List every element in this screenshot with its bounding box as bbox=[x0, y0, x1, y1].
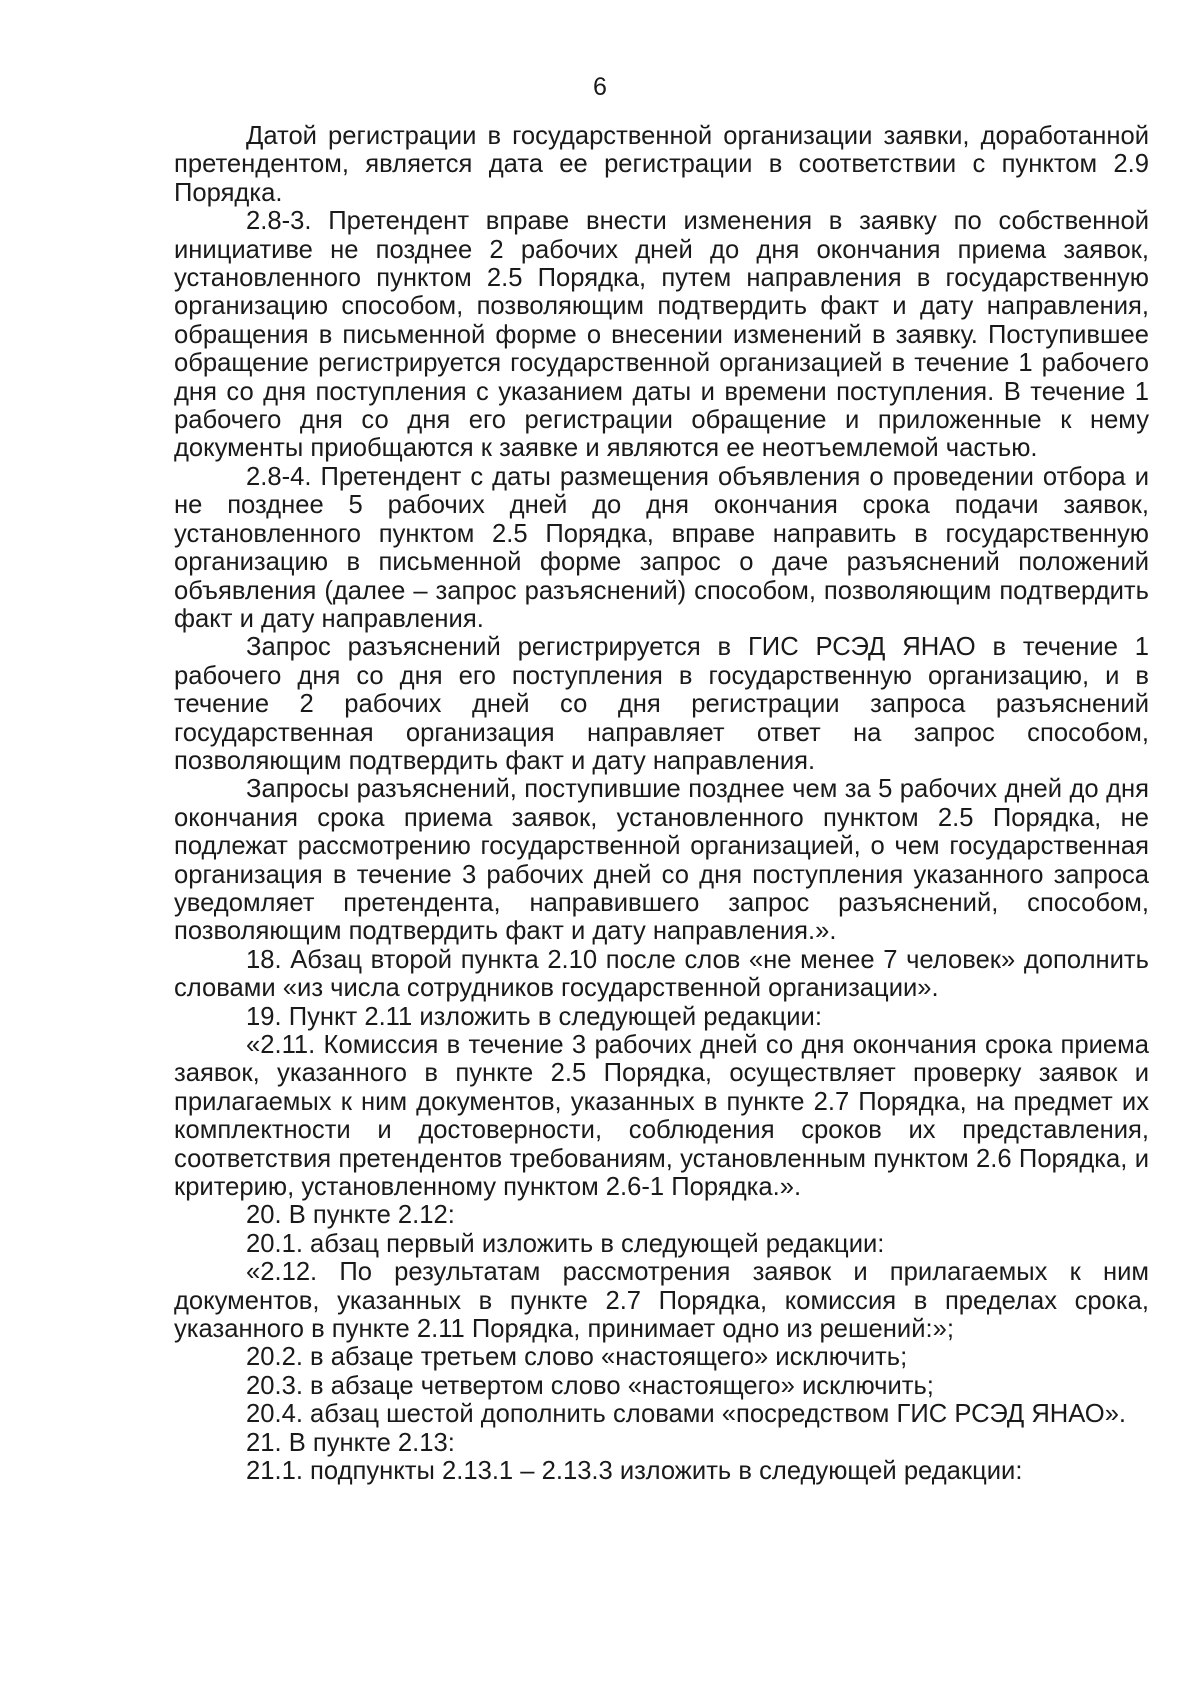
page-number: 6 bbox=[593, 73, 607, 101]
paragraph: 19. Пункт 2.11 изложить в следующей редакции: bbox=[246, 1002, 822, 1031]
paragraph: 18. Абзац второй пункта 2.10 после слов «не менее 7 человек» дополнить словами «из числа сотрудников государственной организации». bbox=[174, 945, 1149, 1003]
paragraph: «2.11. Комиссия в течение 3 рабочих дней со дня окончания срока приема заявок, указанного в пункте 2.5 Порядка, осуществляет проверку заявок и прилагаемых к ним документов, указанных в пункте 2.7 Порядка, на предмет их комплектности и достоверности, соблюдения сроков их представления, соответствия претендентов требованиям, установленным пунктом 2.6 Порядка, и критерию, установленному пунктом 2.6-1 Порядка.». bbox=[174, 1031, 1149, 1202]
paragraph: 20.3. в абзаце четвертом слово «настоящего» исключить; bbox=[246, 1371, 934, 1400]
paragraph: Датой регистрации в государственной организации заявки, доработанной претендентом, является дата ее регистрации в соответствии с пунктом 2.9 Порядка. bbox=[174, 122, 1149, 207]
paragraph: 21.1. подпункты 2.13.1 – 2.13.3 изложить в следующей редакции: bbox=[246, 1457, 1023, 1486]
paragraph: Запрос разъяснений регистрируется в ГИС РСЭД ЯНАО в течение 1 рабочего дня со дня его поступления в государственную организацию, и в течение 2 рабочих дней со дня регистрации запроса разъяснений государственная организация направляет ответ на запрос способом, позволяющим подтвердить факт и дату направления. bbox=[174, 633, 1149, 775]
paragraph: 20.1. абзац первый изложить в следующей редакции: bbox=[246, 1229, 885, 1258]
paragraph: 20.2. в абзаце третьем слово «настоящего» исключить; bbox=[246, 1343, 908, 1372]
document-body bbox=[174, 122, 1149, 1486]
paragraph: Запросы разъяснений, поступившие позднее чем за 5 рабочих дней до дня окончания срока приема заявок, установленного пунктом 2.5 Порядка, не подлежат рассмотрению государственной организацией, о чем государственная организация в течение 3 рабочих дней со дня поступления указанного запроса уведомляет претендента, направившего запрос разъяснений, способом, позволяющим подтвердить факт и дату направления.». bbox=[174, 775, 1149, 946]
paragraph: 2.8-3. Претендент вправе внести изменения в заявку по собственной инициативе не позднее 2 рабочих дней до дня окончания приема заявок, установленного пунктом 2.5 Порядка, путем направления в государственную организацию способом, позволяющим подтвердить факт и дату направления, обращения в письменной форме о внесении изменений в заявку. Поступившее обращение регистрируется государственной организацией в течение 1 рабочего дня со дня поступления с указанием даты и времени поступления. В течение 1 рабочего дня со дня его регистрации обращение и приложенные к нему документы приобщаются к заявке и являются ее неотъемлемой частью. bbox=[174, 207, 1149, 463]
paragraph: «2.12. По результатам рассмотрения заявок и прилагаемых к ним документов, указанных в пункте 2.7 Порядка, комиссия в пределах срока, указанного в пункте 2.11 Порядка, принимает одно из решений:»; bbox=[174, 1258, 1149, 1344]
paragraph: 20.4. абзац шестой дополнить словами «посредством ГИС РСЭД ЯНАО». bbox=[246, 1400, 1127, 1429]
paragraph: 20. В пункте 2.12: bbox=[246, 1201, 455, 1230]
paragraph: 2.8-4. Претендент с даты размещения объявления о проведении отбора и не позднее 5 рабочих дней до дня окончания срока подачи заявок, установленного пунктом 2.5 Порядка, вправе направить в государственную организацию в письменной форме запрос о даче разъяснений положений объявления (далее – запрос разъяснений) способом, позволяющим подтвердить факт и дату направления. bbox=[174, 462, 1149, 633]
paragraph: 21. В пункте 2.13: bbox=[246, 1428, 455, 1457]
